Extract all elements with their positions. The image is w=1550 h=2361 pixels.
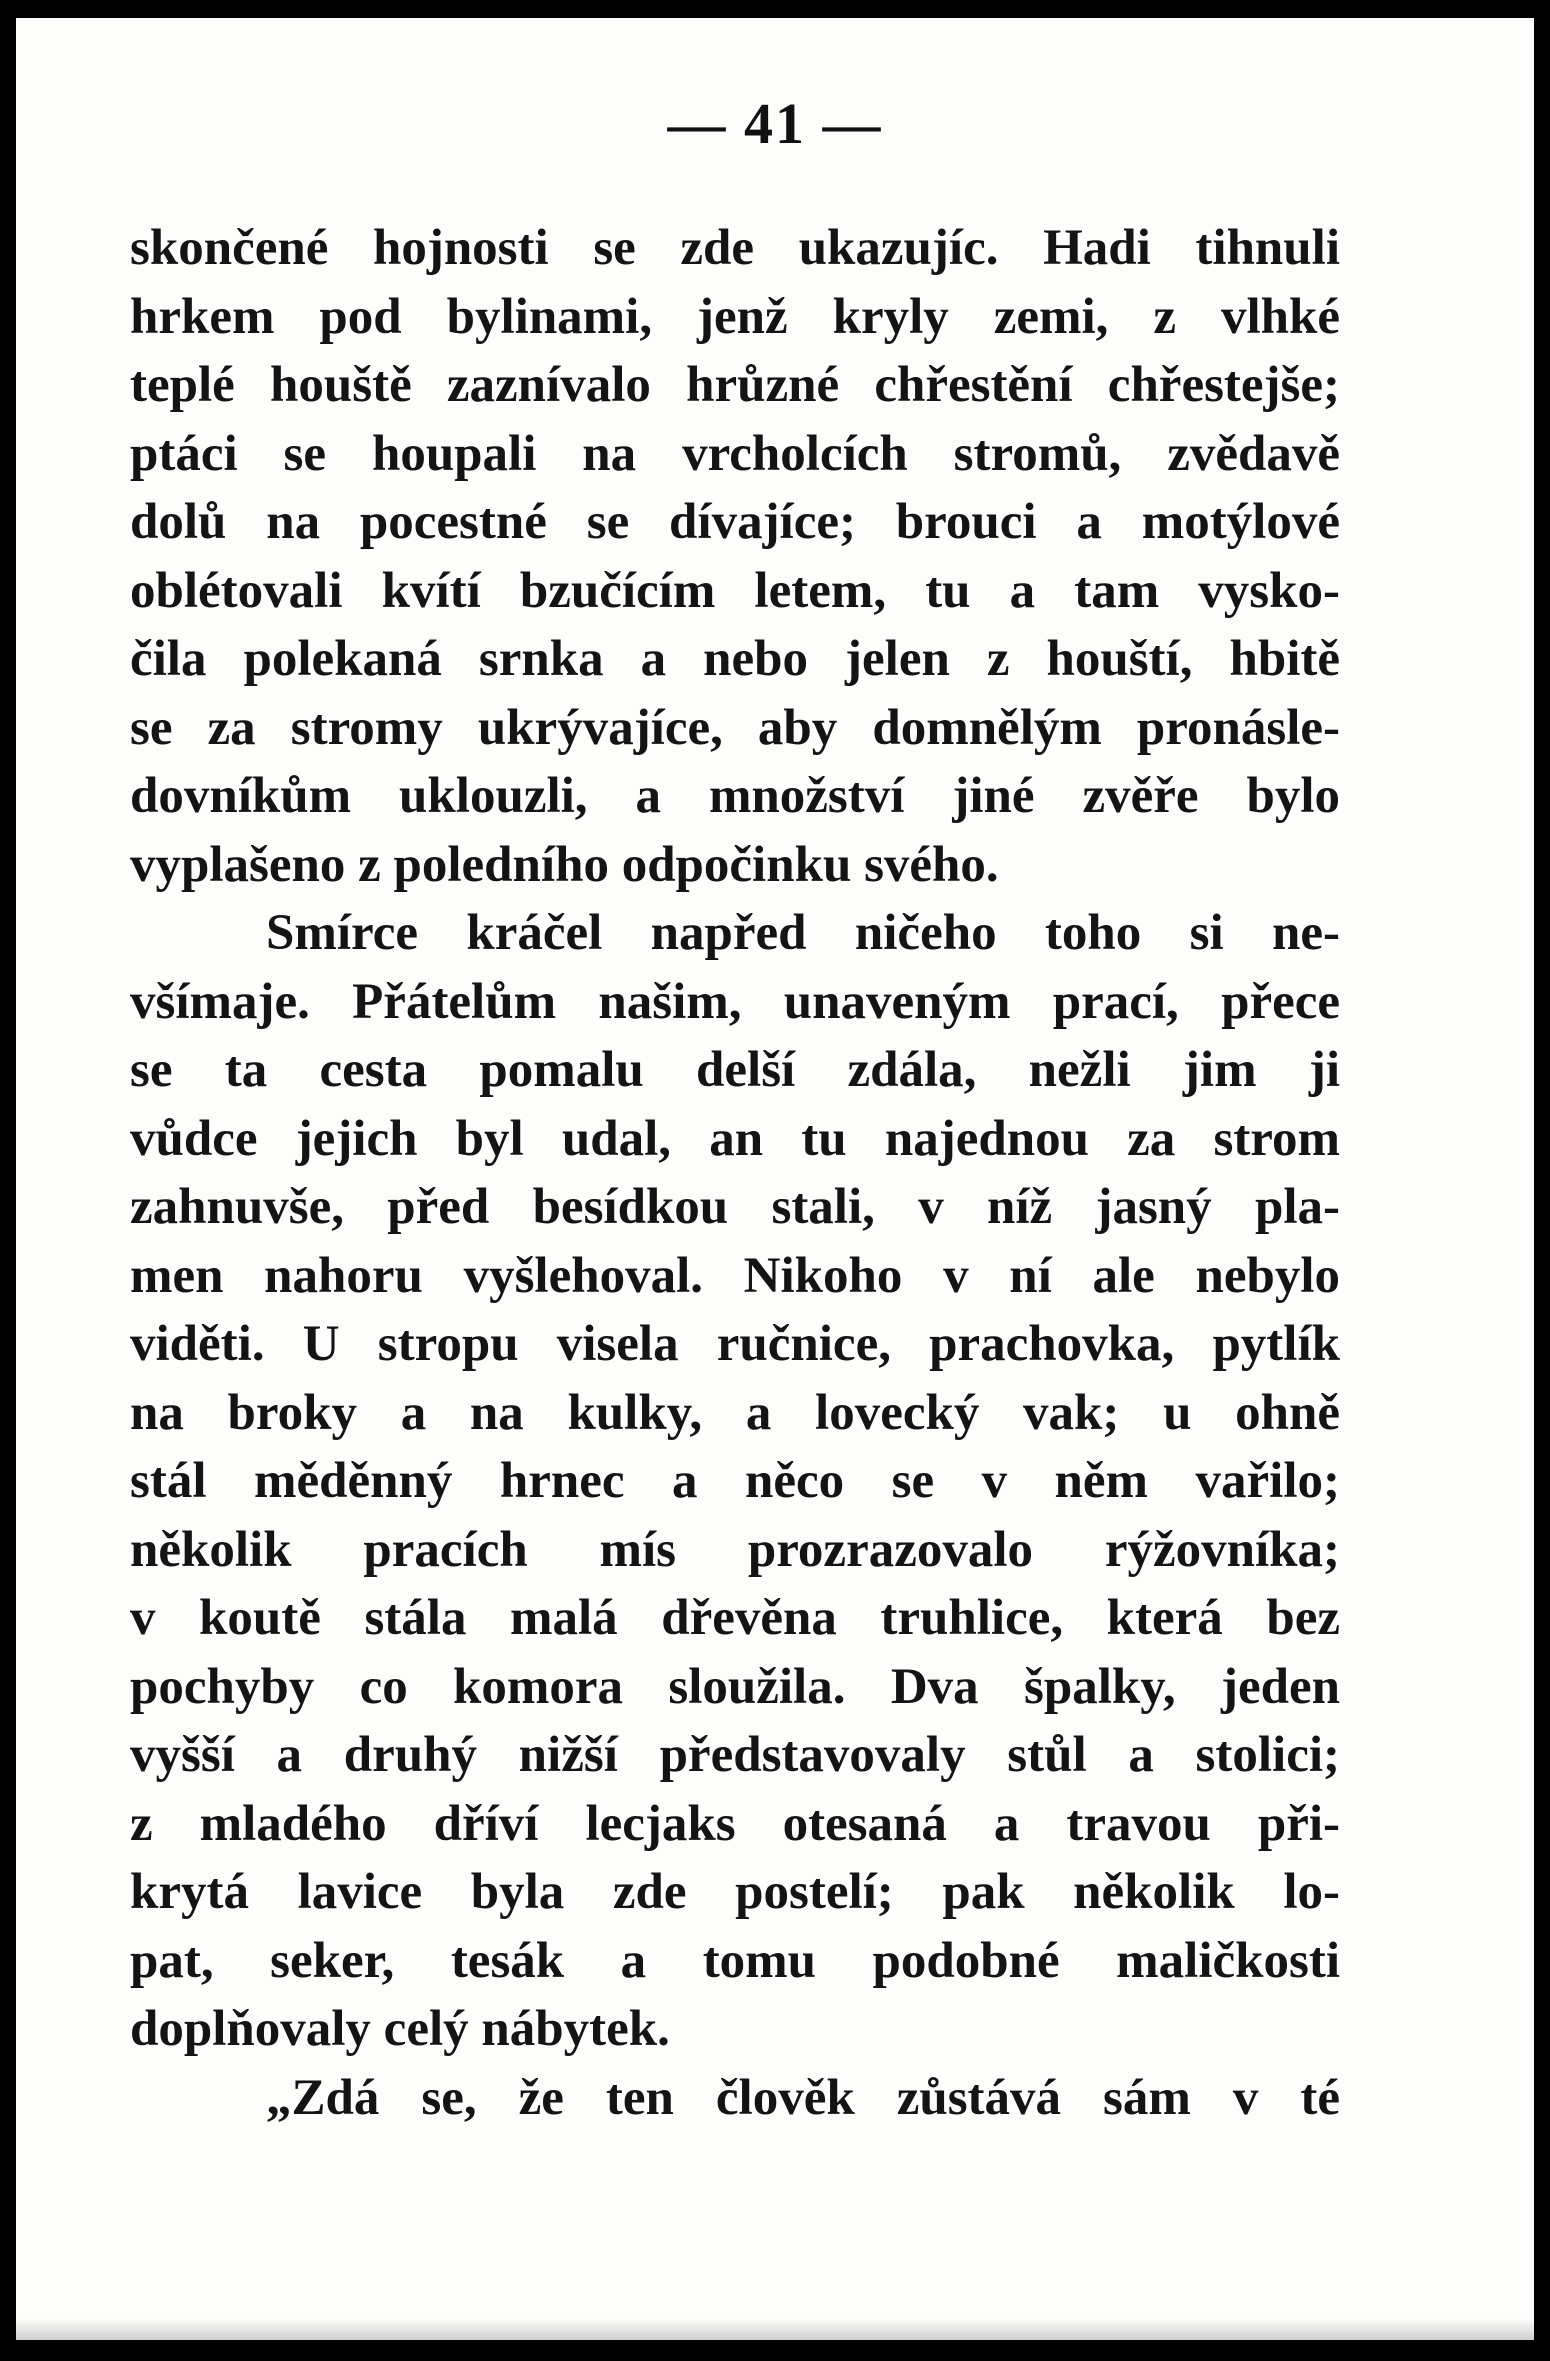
text-line: krytá lavice byla zde postelí; pak několik lo- (130, 1864, 1340, 1920)
body-text (130, 214, 1340, 2132)
text-line: skončené hojnosti se zde ukazujíc. Hadi tihnuli (130, 220, 1340, 276)
text-line: viděti. U stropu visela ručnice, prachovka, pytlík (130, 1316, 1340, 1372)
text-line: stál měděnný hrnec a něco se v něm vařilo; (130, 1453, 1340, 1509)
text-line: vyšší a druhý nižší představovaly stůl a stolici; (130, 1727, 1340, 1783)
text-line: vůdce jejich byl udal, an tu najednou za strom (130, 1110, 1340, 1167)
text-line: na broky a na kulky, a lovecký vak; u ohně (130, 1384, 1340, 1441)
text-line: se za stromy ukrývajíce, aby domnělým pronásle- (130, 699, 1340, 756)
paragraph-1 (130, 214, 1340, 899)
text-line: zahnuvše, před besídkou stali, v níž jasný pla- (130, 1179, 1340, 1235)
text-line: dovníkům uklouzli, a množství jiné zvěře bylo (130, 768, 1340, 824)
text-line: několik pracích mís prozrazovalo rýžovníka; (130, 1521, 1340, 1578)
text-line: „Zdá se, že ten člověk zůstává sám v té (266, 2069, 1340, 2126)
text-line: vyplašeno z poledního odpočinku svého. (130, 836, 999, 893)
page-bottom-edge (16, 2318, 1534, 2340)
text-line: dolů na pocestné se dívajíce; brouci a motýlové (130, 494, 1340, 550)
text-line: hrkem pod bylinami, jenž kryly zemi, z vlhké (130, 288, 1340, 345)
text-line: men nahoru vyšlehoval. Nikoho v ní ale nebylo (130, 1247, 1340, 1304)
text-line: v koutě stála malá dřevěna truhlice, která bez (130, 1590, 1340, 1646)
text-line: doplňovaly celý nábytek. (130, 2001, 670, 2057)
book-page (16, 18, 1534, 2340)
text-line: z mladého dříví lecjaks otesaná a travou při- (130, 1795, 1340, 1852)
text-line: pochyby co komora sloužila. Dva špalky, jeden (130, 1658, 1340, 1715)
text-line: se ta cesta pomalu delší zdála, nežli jim ji (130, 1042, 1340, 1098)
text-line: ptáci se houpali na vrcholcích stromů, zvědavě (130, 425, 1340, 482)
page-number: — 41 — (667, 91, 883, 156)
text-line: teplé houště zaznívalo hrůzné chřestění chřestejše; (130, 357, 1340, 413)
text-line: oblétovali kvítí bzučícím letem, tu a tam vysko- (130, 562, 1340, 619)
paragraph-3 (130, 2064, 1340, 2133)
text-line: všímaje. Přátelům našim, unaveným prací, přece (130, 973, 1340, 1030)
paragraph-2 (130, 899, 1340, 2064)
text-line: pat, seker, tesák a tomu podobné maličkosti (130, 1932, 1340, 1989)
text-line: Smírce kráčel napřed ničeho toho si ne- (266, 905, 1340, 961)
text-line: čila polekaná srnka a nebo jelen z houští, hbitě (130, 631, 1340, 687)
